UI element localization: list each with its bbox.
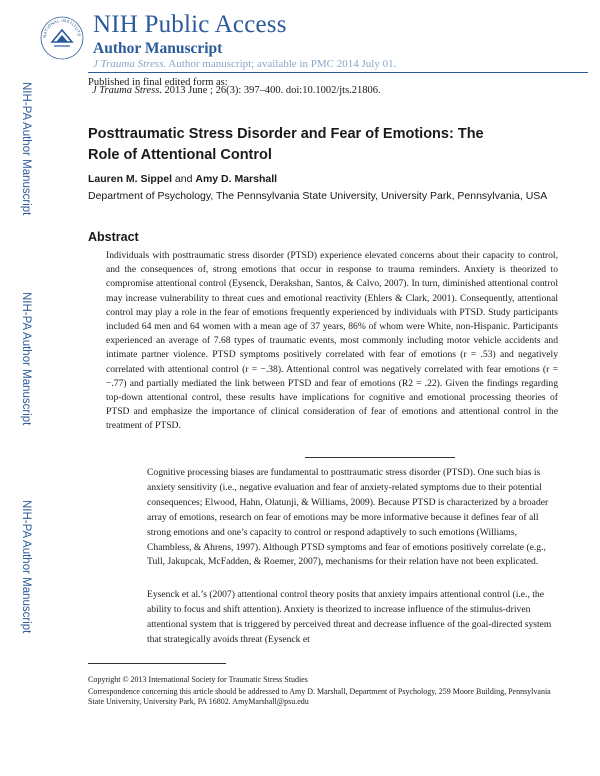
affiliation: Department of Psychology, The Pennsylvania State University, University Park, Pennsylvania, USA — [88, 190, 548, 202]
author-connector: and — [172, 173, 196, 185]
citation — [92, 85, 381, 96]
correspondence-note: Correspondence concerning this article should be addressed to Amy D. Marshall, Department of Psychology, 259 Moore Building, Pennsylvania State University, University Park, PA 16802. AmyMarshall@psu.edu — [88, 687, 551, 706]
section-divider — [305, 457, 455, 458]
nih-logo-icon — [40, 8, 84, 64]
body-paragraph-2: Eysenck et al.’s (2007) attentional control theory posits that anxiety impairs attentional control (i.e., the ability to focus and shift attention). Anxiety is theorized to increase influence of the stimulus-driven attentional system that is triggered by perceived threat and decrease influence of the goal-directed system that strategically avoids threat (Eysenck et — [147, 589, 552, 645]
copyright-notice: Copyright © 2013 International Society for Traumatic Stress Studies — [88, 675, 308, 684]
header-divider — [88, 72, 588, 73]
footnote-divider — [88, 663, 226, 664]
availability-text: Author manuscript; available in PMC 2014 July 01. — [166, 58, 397, 70]
body-paragraph-1: Cognitive processing biases are fundamental to posttraumatic stress disorder (PTSD). One such bias is anxiety sensitivity (i.e., negative evaluation and fear of anxiety-related symptoms due to their potential consequences; Elwood, Hahn, Olatunji, & Williams, 2009). Because PTSD is characterized by a broader array of emotions, research on fear of emotions may be more informative because it defines fear of all strong emotions and one’s capacity to control or respond adaptively to such emotions (Williams, Chambless, & Ahrens, 1997). Although PTSD symptoms and fear of emotions positively correlate (e.g., Tull, Jakupcak, McFadden, & Roemer, 2007), mechanisms for their relation have not been explicated. — [147, 467, 549, 568]
citation-journal: J Trauma Stress — [92, 85, 160, 96]
abstract-text: Individuals with posttraumatic stress disorder (PTSD) experience elevated concerns about their capacity to control, and the consequences of, strong emotions that occur in response to trauma reminders. Anxiety is theorized to compromise attentional control (Eysenck, Derakshan, Santos, & Calvo, 2007). In turn, diminished attentional control may increase vulnerability to threat cues and emotional reactivity (Ehlers & Clark, 2001). Consequently, attentional control may play a role in the fear of emotions frequently experienced by individuals with PTSD. Study participants included 64 men and 64 women with a mean age of 37 years, 86% of whom were White, non-Hispanic. Participants experienced an average of 7.68 types of traumatic events, most commonly including motor vehicle accidents and intimate partner violence. PTSD symptoms positively correlated with fear of emotions (r = .53) and negatively correlated with attentional control (r = −.38). Attentional control was negatively correlated with fear emotions (r = −.77) and partially mediated the link between PTSD and fear of emotions (R2 = .22). Given the findings regarding top-down attentional control, these results have implications for cognitive and emotional processing theories of PTSD and emphasize the importance of clinical consideration of fear of emotions and attentional control in the treatment of PTSD. — [106, 250, 558, 432]
manuscript-availability — [93, 58, 396, 70]
author-manuscript-subtitle: Author Manuscript — [93, 40, 223, 57]
author-2: Amy D. Marshall — [195, 173, 278, 185]
author-1: Lauren M. Sippel — [88, 173, 173, 185]
side-banner-2: NIH-PA Author Manuscript — [20, 292, 32, 426]
abstract-heading: Abstract — [88, 230, 139, 244]
svg-text:NATIONAL INSTITUTES OF HEALTH — [40, 8, 82, 38]
authors — [88, 173, 277, 185]
availability-journal: J Trauma Stress. — [93, 58, 167, 70]
article-title: Posttraumatic Stress Disorder and Fear of Emotions: The Role of Attentional Control — [88, 126, 484, 163]
side-banner-1: NIH-PA Author Manuscript — [20, 82, 32, 216]
nih-public-access-title: NIH Public Access — [93, 11, 287, 38]
logo-text: NATIONAL INSTITUTE — [41, 17, 82, 39]
side-banner-3: NIH-PA Author Manuscript — [20, 500, 32, 634]
published-label: Published in final edited form as: — [88, 77, 228, 88]
citation-details: . 2013 June ; 26(3): 397–400. doi:10.1002/jts.21806. — [159, 85, 381, 96]
